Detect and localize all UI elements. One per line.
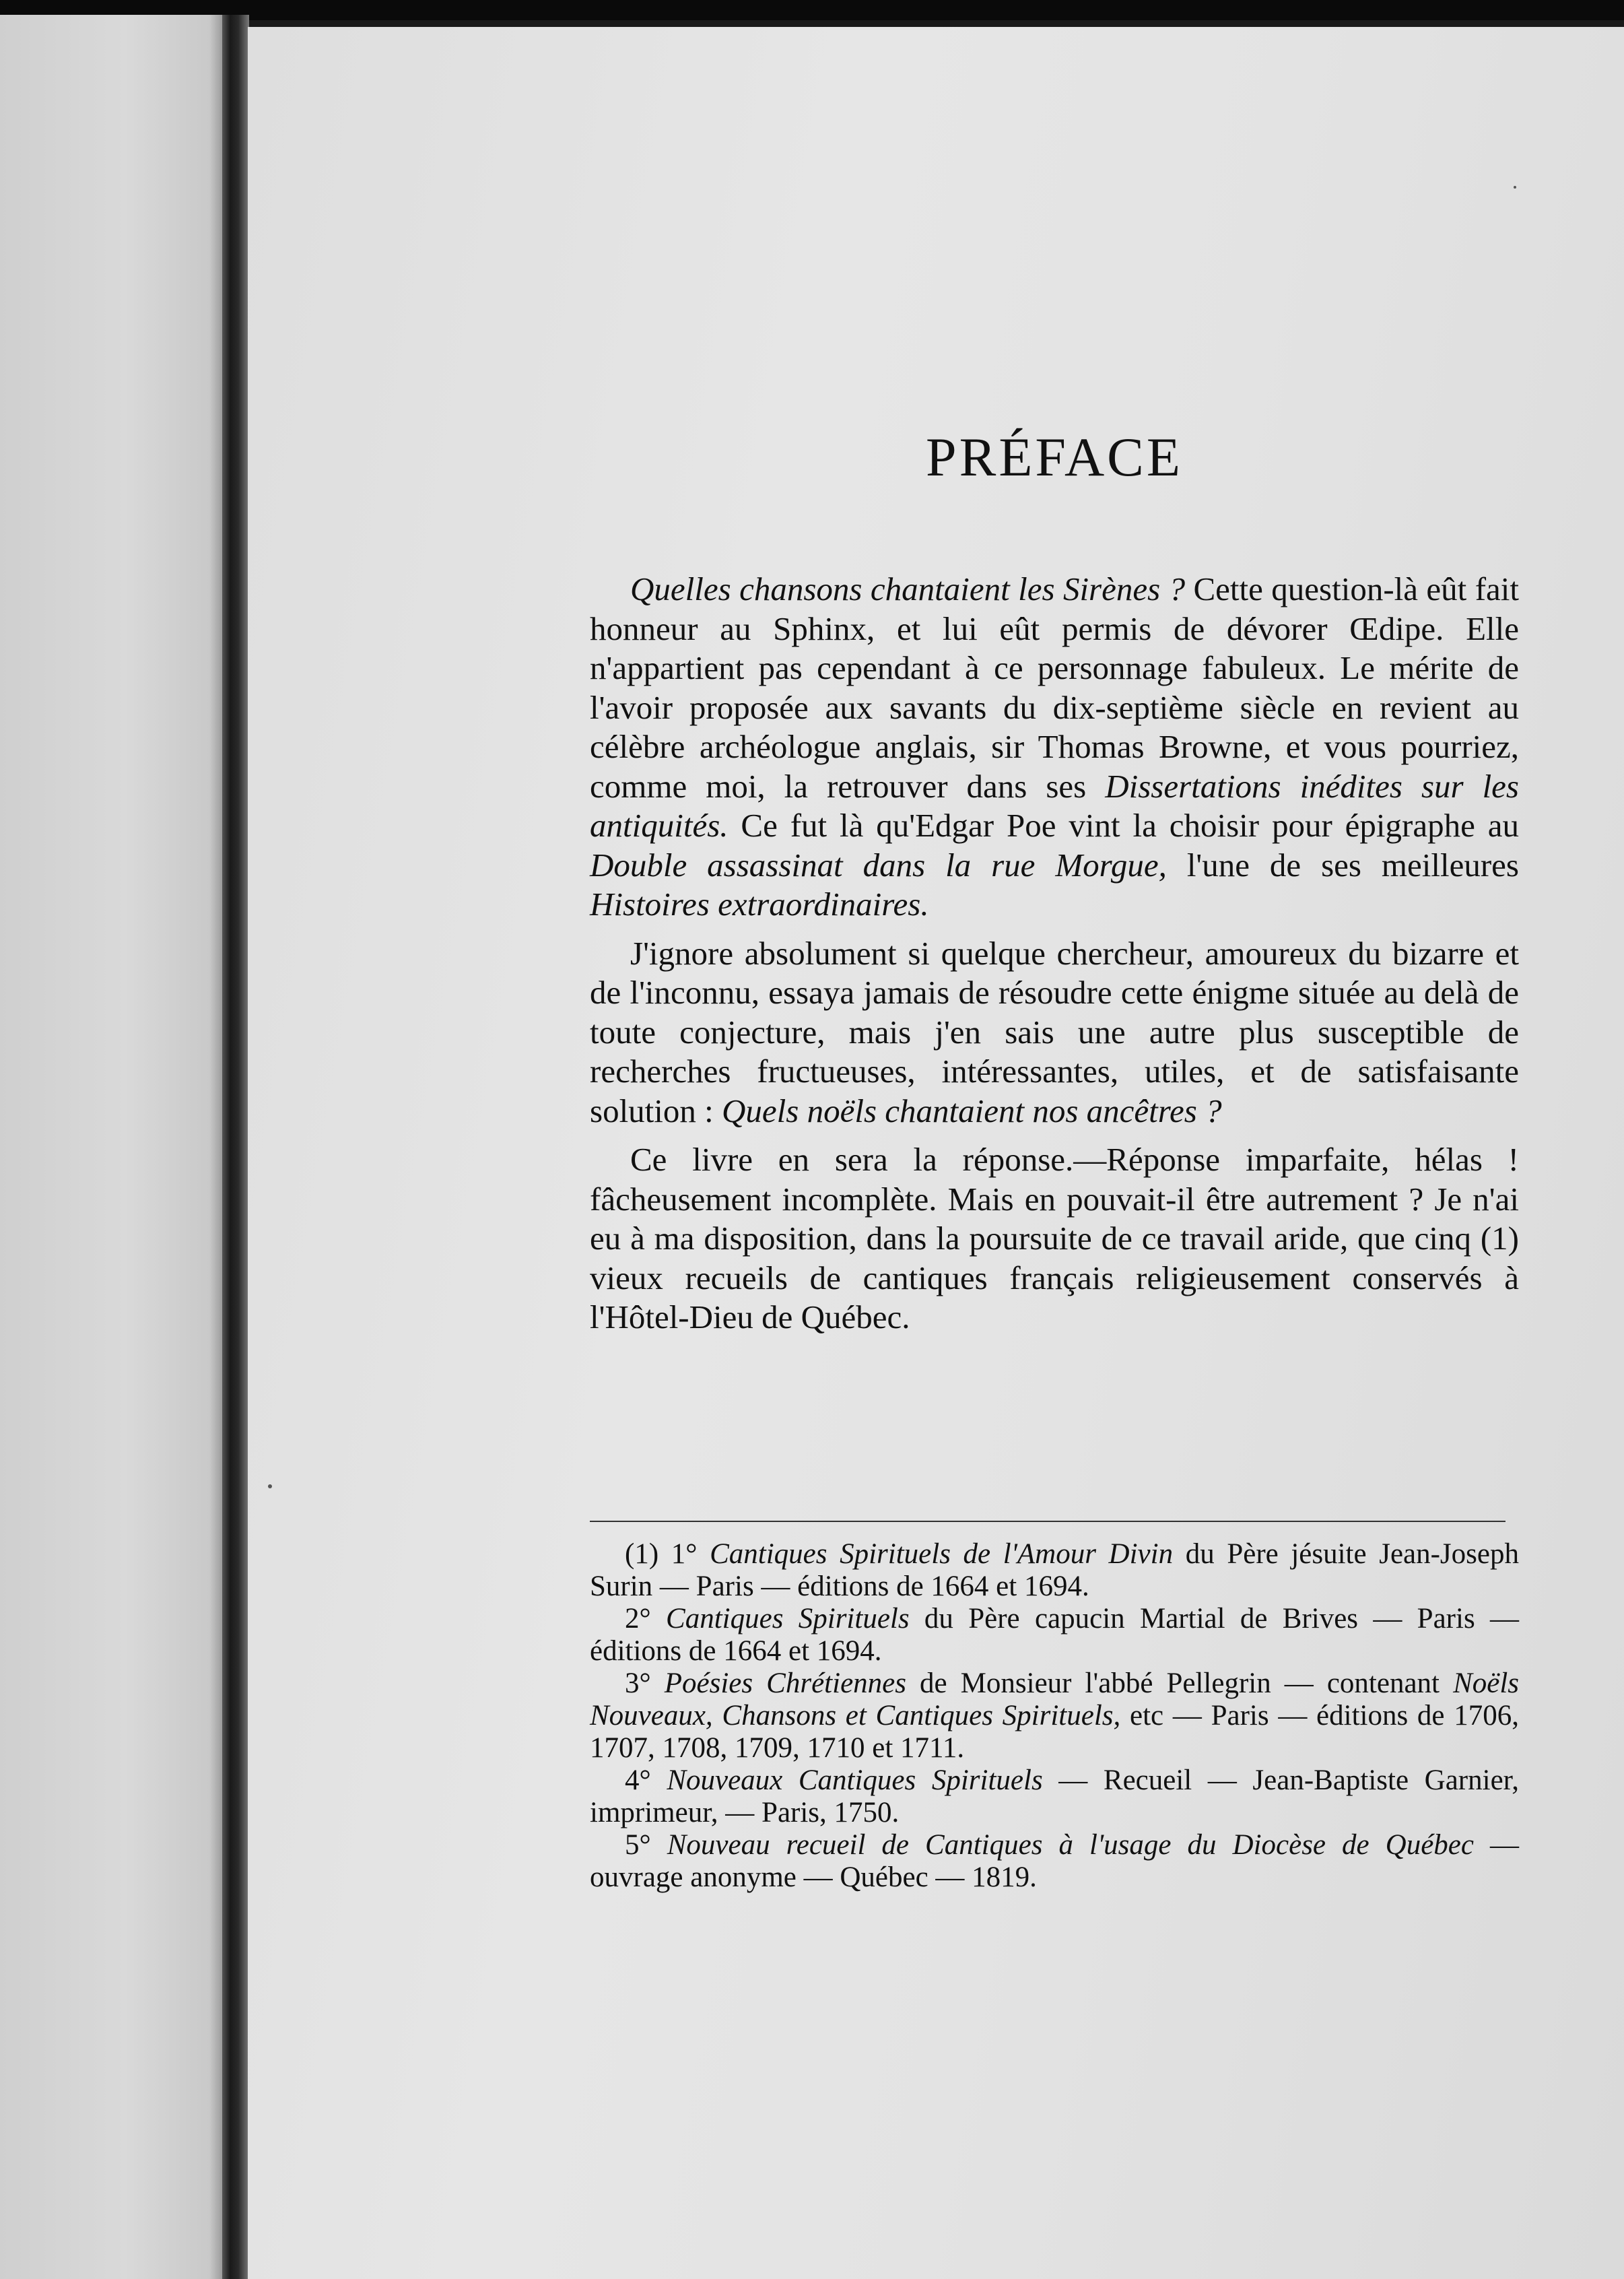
footnote-text: etc — Paris — éditions de 1706, 1707, 1708, 1709, 1710 et 1711. <box>590 1700 1519 1764</box>
italic-phrase: Double assassinat dans la rue Morgue, <box>590 846 1167 884</box>
footnote-5 <box>590 1829 1519 1894</box>
paper-speck <box>268 1484 272 1488</box>
left-page-edge <box>0 15 228 2279</box>
preface-body <box>590 570 1519 1347</box>
text-run: Ce livre en sera la réponse.—Réponse imparfaite, hélas ! fâcheusement incomplète. Mais en pouvait-il être autrement ? Je n'ai eu à ma disposition, dans la poursuite de ce travail aride, que cinq (1) vieux recueils de cantiques français religieusement conservés à l'Hôtel-Dieu de Québec. <box>590 1141 1519 1335</box>
footnote-text: de Monsieur l'abbé Pellegrin — contenant <box>906 1667 1454 1699</box>
footnote-title: Poésies Chrétiennes <box>664 1667 906 1699</box>
footnote-marker: 5° <box>625 1829 651 1861</box>
footnote-marker: 4° <box>625 1764 651 1796</box>
italic-phrase: Dissertations inédites sur les antiquités. <box>590 767 1519 844</box>
footnote-3 <box>590 1667 1519 1764</box>
italic-phrase: Histoires extraordinaires. <box>590 886 929 923</box>
footnote-marker: 2° <box>625 1603 651 1634</box>
book-gutter <box>222 15 249 2279</box>
footnote-4 <box>590 1764 1519 1829</box>
footnote-title: Noëls Nouveaux, Chansons et Cantiques Spirituels, <box>590 1667 1520 1731</box>
text-run: Cette question-là eût fait honneur au Sphinx, et lui eût permis de dévorer Œdipe. Elle n'appartient pas cependant à ce personnage fabuleux. Le mérite de l'avoir proposée aux savants du dix-septième siècle en revient au célèbre archéologue anglais, sir Thomas Browne, et vous pourriez, comme moi, la retrouver dans ses <box>590 570 1519 805</box>
footnote-title: Nouveaux Cantiques Spirituels <box>667 1764 1043 1796</box>
footnote-text: — Recueil — Jean-Baptiste Garnier, imprimeur, — Paris, 1750. <box>590 1764 1520 1828</box>
text-run: Ce fut là qu'Edgar Poe vint la choisir pour épigraphe au <box>728 807 1519 844</box>
footnote-text: du Père capucin Martial de Brives — Paris — éditions de 1664 et 1694. <box>590 1603 1520 1667</box>
footnote-title: Nouveau recueil de Cantiques à l'usage du Diocèse de Québec <box>667 1829 1474 1861</box>
italic-phrase: Quelles chansons chantaient les Sirènes ? <box>630 570 1186 607</box>
footnote-marker: (1) 1° <box>625 1538 698 1570</box>
page-title: PRÉFACE <box>926 426 1183 488</box>
footnote-2 <box>590 1603 1519 1667</box>
footnote-text: du Père jésuite Jean-Joseph Surin — Paris — éditions de 1664 et 1694. <box>590 1538 1519 1602</box>
footnote-text: — ouvrage anonyme — Québec — 1819. <box>590 1829 1520 1893</box>
right-page <box>248 27 1624 2279</box>
paragraph-3 <box>590 1140 1519 1337</box>
footnote-marker: 3° <box>625 1667 651 1699</box>
paper-speck <box>1514 186 1516 189</box>
text-run: l'une de ses meilleures <box>1166 846 1519 884</box>
italic-phrase: Quels noëls chantaient nos ancêtres ? <box>722 1092 1222 1129</box>
footnote-1 <box>590 1538 1519 1603</box>
paragraph-2 <box>590 934 1519 1131</box>
footnote-title: Cantiques Spirituels <box>666 1603 910 1634</box>
paragraph-1 <box>590 570 1519 925</box>
footnotes <box>590 1538 1519 1894</box>
text-run: J'ignore absolument si quelque chercheur, amoureux du bizarre et de l'inconnu, essaya jamais de résoudre cette énigme située au delà de toute conjecture, mais j'en sais une autre plus susceptible de recherches fructueuses, intéressantes, utiles, et de satisfaisante solution : <box>590 934 1519 1129</box>
footnote-divider <box>590 1521 1505 1522</box>
footnote-title: Cantiques Spirituels de l'Amour Divin <box>710 1538 1174 1570</box>
